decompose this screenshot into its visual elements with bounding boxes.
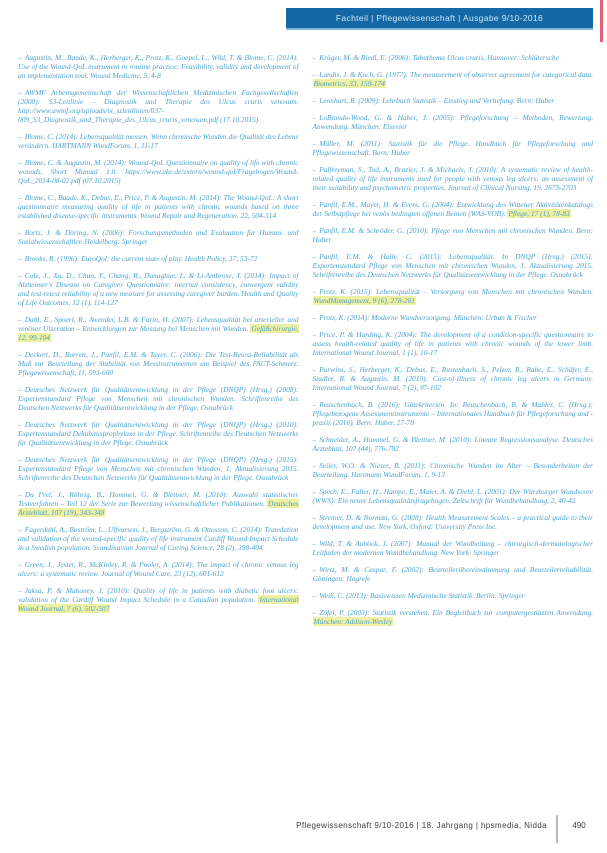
reference-item xyxy=(313,200,594,218)
reference-text: Seiler, W.O. & Nieser, B. (2011): Chronische Wunden im Alter – Besonderheiten der Beurteilung. Hartmann WundForum, 1, 9-13 xyxy=(312,461,593,479)
reference-item xyxy=(18,88,299,124)
reference-item xyxy=(18,385,299,412)
reference-item xyxy=(313,330,594,357)
bullet-dash: – xyxy=(18,455,22,464)
bullet-dash: – xyxy=(18,132,22,141)
reference-text: Brooks, R. (1996): EuroQol: the current state of play. Health Policy, 37, 53-72 xyxy=(24,254,258,263)
reference-text: Blome, C., Baade, K., Debus, E., Price, P. & Augustin, M. (2014): The Wound-QoL: A short questionnaire measuring quality of life in patients with chronic wounds based on three established disease-specific instruments. Wound Repair and Regeneration, 22, 504-514 xyxy=(18,193,299,220)
bullet-dash: – xyxy=(18,490,22,499)
reference-text: Müller, M. (2011): Statistik für die Pflege. Handbuch für Pflegeforschung und Pflegewissenschaft. Bern: Huber xyxy=(312,139,593,157)
bullet-dash: – xyxy=(18,254,22,263)
reference-text: Augustin, M., Baade, K., Herberger, K., Protz, K., Goepel, L., Wild, T. & Blome, C. (2014): Use of the Wound-QoL instrument in routine practice: Feasibility, validity and development of an implementation tool. Wound Medicine, 5, 4-8 xyxy=(18,53,299,80)
reference-text: Krüger, M. & Riedl, E. (2006): Tabuthema Ulcus cruris. Hannover: Schlütersche xyxy=(319,53,559,62)
reference-text: Deutsches Netzwerk für Qualitätsentwicklung in der Pflege (DNQP) (Hrsg.) (2008): Expertenstandard Pflege von Menschen mit chronischen Wunden. Schriftenreihe des Deutschen Netzwerks für Qualitätsentwicklung in der Pflege. Osnabrück xyxy=(18,385,299,412)
footer xyxy=(0,818,607,848)
reference-text: Spech, E., Faller, H., Hampe, E., Maier, A. & Diehl, L. (2001): Der Würzburger Wundscore (WWS): Ein neuer Lebensqualitätsfragebogen. Zeitschrift für Wundbehandlung, 2, 40-42 xyxy=(312,487,593,505)
reference-item xyxy=(18,455,299,482)
bullet-dash: – xyxy=(312,287,317,296)
reference-item xyxy=(313,400,594,427)
bullet-dash: – xyxy=(312,252,317,261)
reference-item xyxy=(313,252,594,279)
references-section xyxy=(18,53,593,634)
reference-item xyxy=(313,539,594,557)
reference-item xyxy=(313,287,594,305)
reference-text: Palfreyman, S., Tod, A., Brazier, J. & Michaels, J. (2010): A systematic review of health-related quality of life instruments used for people with venous leg ulcers: an assessment of their suitability and psychometric properties. Journal of Clinical Nursing, 19, 2673-2703 xyxy=(312,165,593,192)
reference-text: Green, J., Jester, R., McKinley, R. & Pooler, A. (2014): The impact of chronic venous leg ulcers: a systematic review. Journal of Wound Care, 23 (12), 601-612 xyxy=(18,560,299,578)
highlight-mark: München: Addison-Wesley xyxy=(313,617,393,626)
bullet-dash: – xyxy=(312,330,317,339)
bullet-dash: – xyxy=(312,435,317,444)
highlight-mark: Gefäßchirurgie, 12, 99-104 xyxy=(18,324,299,342)
reference-item xyxy=(18,560,299,578)
bullet-dash: – xyxy=(312,365,317,374)
bullet-dash: – xyxy=(312,313,317,322)
reference-text: Deutsches Netzwerk für Qualitätsentwicklung in der Pflege (DNQP) (Hrsg.) (2010): Expertenstandard Dekubitusprophylaxe in der Pflege. Schriftenreihe des Deutschen Netzwerks für Qualitätsentwicklung in der Pflege. Osnabrück xyxy=(18,420,299,447)
bullet-dash: – xyxy=(312,487,317,496)
bullet-dash: – xyxy=(312,400,317,409)
reference-item xyxy=(18,193,299,220)
reference-item xyxy=(18,271,299,307)
bullet-dash: – xyxy=(312,70,317,79)
reference-text: Protz, K. (2015): Lebensqualität – Versorgung von Menschen mit chronischen Wunden. WundManagement, 9 (6), 278-281 xyxy=(313,287,593,305)
reference-item xyxy=(313,113,594,131)
bullet-dash: – xyxy=(312,565,317,574)
bullet-dash: – xyxy=(18,420,22,429)
bullet-dash: – xyxy=(312,461,317,470)
bullet-dash: – xyxy=(18,560,22,569)
reference-item xyxy=(313,513,594,531)
bullet-dash: – xyxy=(18,525,22,534)
reference-text: Weiß, C. (2013): Basiswissen Medizinische Statistik. Berlin: Springer xyxy=(319,591,525,600)
reference-item xyxy=(313,226,594,244)
reference-text: AWMF Arbeitsgemeinschaft der Wissenschaftlichen Medizinischen Fachgesellschaften (2008): S3-Leitlinie – Diagnostik und Therapie des Ulcus cruris venosum. http://www.awmf.org/uploads/tx_szleitlinien/037-009_S3_Diagnostik_und_Therapie_des_Ulcus_cruris_venosum.pdf (17.10.2015) xyxy=(18,88,299,124)
reference-text: Purwins, S., Herberger, K., Debus, E., Rustenbach, S., Pelzer, R., Rabe, E., Schäfer, E., Stadler, R. & Augustin, M. (2010): Cost-of-illness of chronic leg ulcers in Germany. International Wound Journal, 7 (2), 97-102 xyxy=(312,365,593,392)
reference-item xyxy=(313,461,594,479)
bullet-dash: – xyxy=(18,385,22,394)
reference-text: Wirtz, M. & Caspar, F. (2002): Beurteilerübereinstimmung und Beurteilerreliabilität. Göttingen: Hogrefe xyxy=(312,565,593,583)
bullet-dash: – xyxy=(18,271,22,280)
reference-text: Blome, C. (2014): Lebensqualität messen. Wenn chronische Wunden die Qualität des Lebens verändern. HARTMANN WundForum, 1, 11-17 xyxy=(18,132,299,150)
reference-item xyxy=(18,158,299,185)
reference-item xyxy=(313,365,594,392)
reference-item xyxy=(18,132,299,150)
header-bar xyxy=(286,8,593,30)
reference-text: Protz, K. (2014): Moderne Wundversorgung. München: Urban & Fischer xyxy=(319,313,537,322)
reference-item xyxy=(313,70,594,88)
reference-text: Panfil, E.M., Mayer, H. & Evers, G. (2004): Entwicklung des Wittener Aktivitätenkatalogs der Selbstpflege bei venös bedingten offenen Beinen (WAS-VOB). Pflege, 17 (1), 78-83 xyxy=(312,200,593,218)
reference-item xyxy=(313,608,594,626)
reference-item xyxy=(313,565,594,583)
bullet-dash: – xyxy=(18,193,22,202)
highlight-mark: Deutsches Ärzteblatt, 107 (19), 343-348 xyxy=(18,499,299,517)
bullet-dash: – xyxy=(312,139,317,148)
reference-item xyxy=(18,315,299,342)
reference-item xyxy=(313,139,594,157)
reference-text: Wild, T. & Auböck, J. (2007): Manual der Wundheilung – chirurgisch-dermatologischer Leitfaden der modernen Wundbehandlung. New York: Springer xyxy=(312,539,593,557)
reference-text: Price, P. & Harding, K. (2004): The development of a condition-specific questionnaire to assess health-related quality of life in patients with chronic wounds of the lower limb. International Wound Journal, 1 (1), 10-17 xyxy=(312,330,593,357)
page-number: 490 xyxy=(572,821,586,830)
references-left-column xyxy=(18,53,299,634)
bullet-dash: – xyxy=(18,315,22,324)
page-edge-mark xyxy=(600,0,603,42)
reference-item xyxy=(313,165,594,192)
highlight-mark: Pflege, 17 (1), 78-83 xyxy=(508,209,570,218)
reference-item xyxy=(18,525,299,552)
references-right-column xyxy=(313,53,594,634)
reference-text: Dahl, E., Spoerl, R., Awender, L.B. & Farin, H. (2007): Lebensqualität bei arterieller und venöser Ulzeration – Entwicklungen zur Messung bei Menschen mit Wunden. Gefäßchirurgie, 12, 99-104 xyxy=(18,315,299,342)
bullet-dash: – xyxy=(18,228,22,237)
highlight-mark: Biometrics, 33, 159-174 xyxy=(313,79,385,88)
reference-item xyxy=(18,53,299,80)
bullet-dash: – xyxy=(18,53,22,62)
header-title: Fachteil | Pflegewissenschaft | Ausgabe 9/10-2016 xyxy=(335,13,544,23)
reference-text: Bortz, J. & Döring, N. (2006): Forschungsmethoden und Evaluation für Human- und Sozialwissenschaftler. Heidelberg: Springer xyxy=(18,228,299,246)
reference-text: Zöfel, P. (2003): Statistik verstehen. Ein Begleitbuch zur computergestützten Anwendung. München: Addison-Wesley xyxy=(313,608,593,626)
bullet-dash: – xyxy=(312,53,317,62)
highlight-mark: WundManagement, 9 (6), 278-281 xyxy=(313,296,416,305)
bullet-dash: – xyxy=(18,350,22,359)
reference-item xyxy=(18,420,299,447)
reference-text: Deutsches Netzwerk für Qualitätsentwicklung in der Pflege (DNQP) (Hrsg.) (2015): Expertenstandard Pflege von Menschen mit chronischen Wunden, 1. Aktualisierung 2015. Schriftenreihe des Deutschen Netzwerks für Qualitätsentwicklung in der Pflege. Osnabrück xyxy=(18,455,299,482)
reference-text: Leonhart, R. (2009): Lehrbuch Statistik – Einstieg und Vertiefung. Bern: Huber xyxy=(319,96,555,105)
reference-item xyxy=(18,490,299,517)
bullet-dash: – xyxy=(312,96,317,105)
bullet-dash: – xyxy=(312,226,317,235)
reference-item xyxy=(18,586,299,613)
reference-text: Cole, J., Xu, D., Chun, Y., Chang, R., Donaghue, L. & Li-Ambrose, J. (2014): Impact of Alzheimer's Disease on Caregiver Questionnaire: internal consistency, convergent validity and test-retest reliability of a new measure for assessing caregiver burden. Health and Quality of Life Outcomes, 12 (1), 114-127 xyxy=(18,271,299,307)
bullet-dash: – xyxy=(18,158,22,167)
reference-text: Reuschenbach, B. (2016): Gütekriterien. In: Reuschenbach, B. & Mahler, C. (Hrsg.): Pflegebezogene Assessmentinstrumente – Internationales Handbuch für Pflegeforschung und -praxis (2016). Bern: Huber, 27-78 xyxy=(312,400,593,427)
reference-item xyxy=(18,350,299,377)
bullet-dash: – xyxy=(312,591,317,600)
bullet-dash: – xyxy=(312,539,317,548)
reference-text: Fagerdahl, A., Boström, L., Ulfvarson, J., Bergström, G. & Ottosson, C. (2014): Translation and validation of the wound-specific quality of life instrument Cardiff Wound Impact Schedule in a Swedish population. Scandinavian Journal of Caring Science, 28 (2), 398-404 xyxy=(18,525,299,552)
bullet-dash: – xyxy=(312,113,317,122)
reference-text: LoBiondo-Wood, G. & Haber, J. (2005): Pflegeforschung – Methoden, Bewertung, Anwendung. München: Elsevier xyxy=(312,113,593,131)
reference-item xyxy=(313,96,594,105)
reference-item xyxy=(313,591,594,600)
footer-journal-info: Pflegewissenschaft 9/10-2016 | 18. Jahrgang | hpsmedia, Nidda xyxy=(296,821,547,830)
reference-text: Landis, J. & Koch, G. (1977): The measurement of observer agreement for categorical data. Biometrics, 33, 159-174 xyxy=(313,70,593,88)
bullet-dash: – xyxy=(312,513,317,522)
reference-item xyxy=(18,228,299,246)
reference-item xyxy=(313,313,594,322)
bullet-dash: – xyxy=(312,608,317,617)
bullet-dash: – xyxy=(312,165,317,174)
reference-item xyxy=(313,487,594,505)
reference-item xyxy=(313,435,594,453)
footer-separator xyxy=(556,815,558,843)
bullet-dash: – xyxy=(18,88,22,97)
reference-text: Jaksa, P. & Mahoney, J. (2010): Quality of life in patients with diabetic foot ulcers: validation of the Cardiff Wound Impact Schedule in a Canadian population. International Wound Journal, 7 (6), 502-507 xyxy=(18,586,299,613)
bullet-dash: – xyxy=(18,586,22,595)
reference-text: Streiner, D. & Norman, G. (2008): Health Measurement Scales – a practical guide to their development and use. New York, Oxford: University Press Inc. xyxy=(312,513,593,531)
reference-text: Blome, C. & Augustin, M. (2014): Wound-QoL Questionnaire on quality of life with chronic wounds. Short Manual 1.0. https://www.uke.de/extern/wound-qol/Fragebogen/Wound-QoL_2014-08-02.pdf (07.10.2015) xyxy=(18,158,299,185)
reference-text: Panfil, E.M. & Halle, C. (2015): Lebensqualität. In DNQP (Hrsg.) (2015): Expertenstandard Pflege von Menschen mit chronischen Wunden, 1. Aktualisierung 2015. Schriftenreihe des Deutschen Netzwerks für Qualitätsentwicklung in der Pflege. Osnabrück xyxy=(312,252,593,279)
reference-text: Panfil, E.M. & Schröder, G. (2010): Pflege von Menschen mit chronischen Wunden. Bern: Huber xyxy=(312,226,593,244)
reference-item xyxy=(18,254,299,263)
reference-text: Du Prel, J., Röhrig, B., Hommel, G. & Blettner, M. (2010): Auswahl statistischer Testverfahren – Teil 12 der Serie zur Bewertung wissenschaftlicher Publikationen. Deutsches Ärzteblatt, 107 (19), 343-348 xyxy=(18,490,299,517)
reference-text: Deckert, D., Borrett, J., Panfil, E.M. & Tayer, C. (2006): Die Test-Retest-Reliabilität als Maß zur Beurteilung der Stabilität von Messinstrumenten am Beispiel des FACT-Schmerz. Pflegewissenschaft, 11, 593-600 xyxy=(18,350,299,377)
highlight-mark: International Wound Journal, 7 (6), 502-507 xyxy=(18,595,299,613)
reference-item xyxy=(313,53,594,62)
bullet-dash: – xyxy=(312,200,317,209)
reference-text: Schneider, A., Hommel, G. & Blettner, M. (2010): Lineare Regressionsanalyse. Deutsches Ärzteblatt, 107 (44), 776-782 xyxy=(312,435,593,453)
